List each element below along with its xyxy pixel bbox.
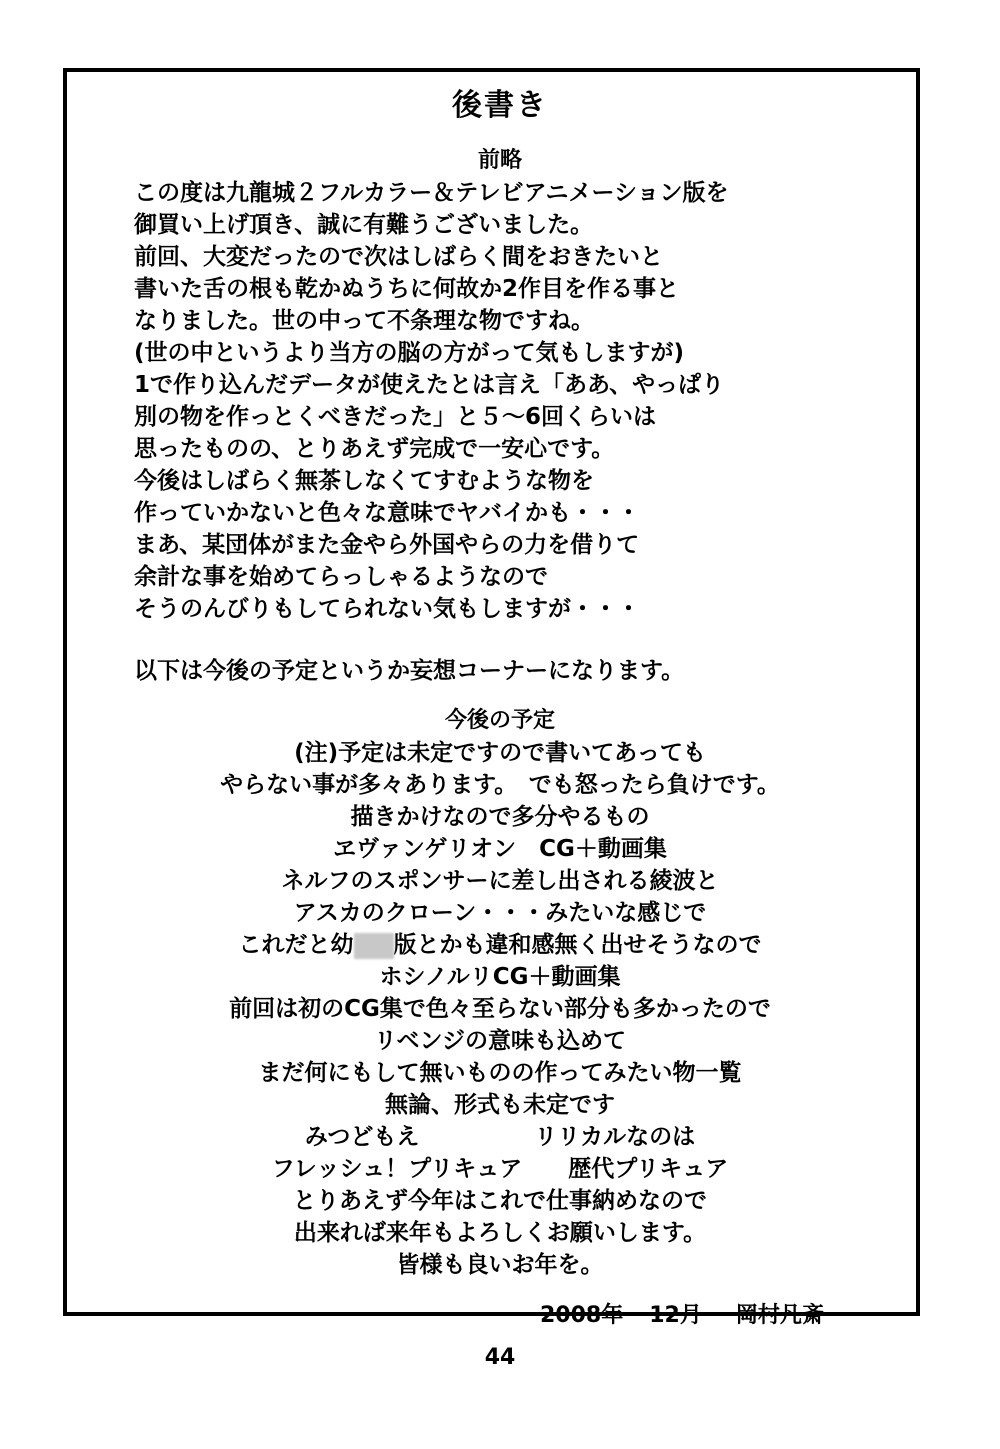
intro-line: なりました。世の中って不条理な物ですね。 xyxy=(134,308,594,334)
schedule-line: 出来れば来年もよろしくお願いします。 xyxy=(293,1220,707,1246)
greeting: 前略 xyxy=(477,148,522,173)
intro-line: 今後はしばらく無茶しなくてすむような物を xyxy=(134,468,594,494)
intro-line: 前回、大変だったので次はしばらく間をおきたいと xyxy=(134,244,663,270)
schedule-line: リベンジの意味も込めて xyxy=(374,1028,626,1054)
schedule-line: 無論、形式も未定です xyxy=(385,1092,615,1118)
transition-line: 以下は今後の予定というか妄想コーナーになります。 xyxy=(134,658,685,684)
schedule-line: ネルフのスポンサーに差し出される綾波と xyxy=(281,868,719,894)
intro-line: 御買い上げ頂き、誠に有難うございました。 xyxy=(134,212,594,238)
intro-line: 別の物を作っとくべきだった」と５～6回くらいは xyxy=(134,404,657,430)
schedule-line: 前回は初のCG集で色々至らない部分も多かったので xyxy=(229,996,771,1022)
intro-line: そうのんびりもしてられない気もしますが・・・ xyxy=(134,596,640,622)
schedule-line: (注)予定は未定ですので書いてあっても xyxy=(294,740,706,766)
page-number: 44 xyxy=(484,1345,516,1370)
intro-line: 余計な事を始めてらっしゃるようなので xyxy=(134,564,548,590)
censored-line-before: これだと幼 xyxy=(238,932,354,958)
signature-month: 12月 xyxy=(649,1303,702,1328)
signature-name: 岡村凡斎 xyxy=(735,1303,824,1328)
schedule-line: とりあえず今年はこれで仕事納めなので xyxy=(293,1188,707,1214)
intro-line: この度は九龍城２フルカラー＆テレビアニメーション版を xyxy=(134,180,729,206)
intro-line: 作っていかないと色々な意味でヤバイかも・・・ xyxy=(134,500,640,526)
page-title: 後書き xyxy=(452,88,548,123)
signature-year: 2008年 xyxy=(540,1303,624,1328)
intro-line: 思ったものの、とりあえず完成で一安心です。 xyxy=(134,436,615,462)
intro-line: (世の中というより当方の脳の方がって気もしますが) xyxy=(134,340,685,366)
schedule-line: ヱヴァンゲリオン CG＋動画集 xyxy=(333,836,667,862)
schedule-line: 皆様も良いお年を。 xyxy=(396,1252,604,1278)
schedule-line: フレッシュ！プリキュア 歴代プリキュア xyxy=(271,1156,729,1182)
intro-line: 1で作り込んだデータが使えたとは言え「ああ、やっぱり xyxy=(134,372,725,398)
schedule-line: アスカのクローン・・・みたいな感じで xyxy=(293,900,707,926)
signature xyxy=(540,1298,824,1329)
schedule-line-censored xyxy=(0,930,1000,960)
schedule-line: ホシノルリCG＋動画集 xyxy=(379,964,621,990)
censor-blur xyxy=(354,933,394,959)
censored-line-after: 版とかも違和感無く出せそうなので xyxy=(393,932,762,958)
schedule-line: まだ何にもして無いものの作ってみたい物一覧 xyxy=(258,1060,742,1086)
schedule-heading: 今後の予定 xyxy=(444,708,555,733)
schedule-line: やらない事が多々あります。 でも怒ったら負けです。 xyxy=(220,772,780,798)
intro-line: まあ、某団体がまた金やら外国やらの力を借りて xyxy=(134,532,640,558)
schedule-line: 描きかけなので多分やるもの xyxy=(350,804,650,830)
intro-line: 書いた舌の根も乾かぬうちに何故か2作目を作る事と xyxy=(134,276,680,302)
schedule-line: みつどもえ リリカルなのは xyxy=(304,1124,696,1150)
